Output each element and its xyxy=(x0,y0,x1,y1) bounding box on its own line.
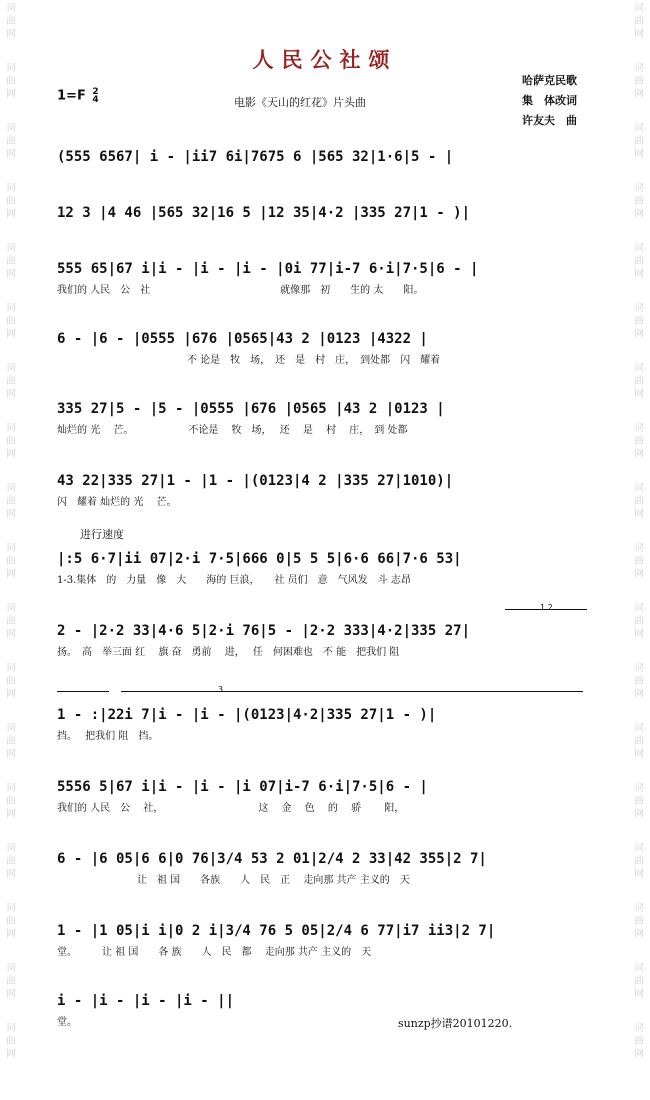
notation-line-7: |:5 6·7|ii 07|2·i 7·5|666 0|5 5 5|6·6 66|7·6 53| xyxy=(57,551,462,567)
notation-line-6: 43 22|335 27|1 - |1 - |(0123|4 2 |335 27|1010)| xyxy=(57,473,454,489)
watermark-mark: 词 曲 网 xyxy=(634,903,644,940)
notation-line-3: 555 65|67 i|i - |i - |i - |0i 77|i-7 6·i|7·5|6 - | xyxy=(57,261,479,277)
volta-bracket-1-cont xyxy=(57,691,109,692)
lyric-line-11: 让 祖 国 各族 人 民 正 走向那 共产 主义的 天 xyxy=(57,875,410,886)
notation-line-10: 5556 5|67 i|i - |i - |i 07|i-7 6·i|7·5|6 - | xyxy=(57,779,428,795)
watermark-mark: 词 曲 网 xyxy=(6,783,16,820)
credit-lyricist: 集 体改词 xyxy=(522,94,577,107)
tempo-mark: 进行速度 xyxy=(80,528,124,541)
lyric-line-13: 堂。 xyxy=(57,1017,77,1028)
watermark-mark: 词 曲 网 xyxy=(634,1023,644,1060)
time-top: 2 xyxy=(92,87,99,97)
time-signature xyxy=(92,88,98,104)
watermark-mark: 词 曲 网 xyxy=(634,303,644,340)
notation-line-11: 6 - |6 05|6 6|0 76|3/4 53 2 01|2/4 2 33|42 355|2 7| xyxy=(57,851,487,867)
key-label: 1=F xyxy=(57,88,86,104)
watermark-mark: 词 曲 网 xyxy=(6,723,16,760)
watermark-mark: 词 曲 网 xyxy=(634,483,644,520)
credit-origin: 哈萨克民歌 xyxy=(522,74,577,87)
notation-line-8: 2 - |2·2 33|4·6 5|2·i 76|5 - |2·2 333|4·2|335 27| xyxy=(57,623,471,639)
watermark-mark: 词 曲 网 xyxy=(634,423,644,460)
time-bottom: 4 xyxy=(92,95,99,105)
lyric-line-12: 堂。 让 祖 国 各 族 人 民 都 走向那 共产 主义的 天 xyxy=(57,947,372,958)
watermark-mark: 词 曲 网 xyxy=(634,243,644,280)
notation-line-4: 6 - |6 - |0555 |676 |0565|43 2 |0123 |4322 | xyxy=(57,331,428,347)
watermark-mark: 词 曲 网 xyxy=(6,303,16,340)
volta-bracket-3 xyxy=(121,691,583,692)
lyric-line-6: 闪 耀着 灿烂的 光 芒。 xyxy=(57,497,177,508)
watermark-mark: 词 曲 网 xyxy=(634,3,644,40)
watermark-mark: 词 曲 网 xyxy=(634,183,644,220)
watermark-mark: 词 曲 网 xyxy=(6,1023,16,1060)
notation-line-5: 335 27|5 - |5 - |0555 |676 |0565 |43 2 |0123 | xyxy=(57,401,445,417)
watermark-mark: 词 曲 网 xyxy=(634,783,644,820)
watermark-mark: 词 曲 网 xyxy=(6,663,16,700)
watermark-mark: 词 曲 网 xyxy=(6,243,16,280)
watermark-mark: 词 曲 网 xyxy=(6,963,16,1000)
lyric-line-9: 挡。 把我们 阻 挡。 xyxy=(57,731,159,742)
notation-line-13: i - |i - |i - |i - || xyxy=(57,993,235,1009)
watermark-mark: 词 曲 网 xyxy=(634,63,644,100)
watermark-right xyxy=(628,0,650,1100)
credit-composer: 许友夫 曲 xyxy=(522,114,577,127)
watermark-mark: 词 曲 网 xyxy=(634,963,644,1000)
notation-line-1: (555 6567| i - |ii7 6i|7675 6 |565 32|1·6|5 - | xyxy=(57,149,454,165)
watermark-mark: 词 曲 网 xyxy=(6,903,16,940)
watermark-mark: 词 曲 网 xyxy=(6,483,16,520)
notation-line-9: 1 - :|22i 7|i - |i - |(0123|4·2|335 27|1 - )| xyxy=(57,707,437,723)
watermark-mark: 词 曲 网 xyxy=(634,603,644,640)
watermark-mark: 词 曲 网 xyxy=(6,63,16,100)
lyric-line-10: 我们的 人民 公 社， 这 金 色 的 骄 阳， xyxy=(57,803,405,814)
watermark-mark: 词 曲 网 xyxy=(634,123,644,160)
lyric-line-5: 灿烂的 光 芒。 不论是 牧 场， 还 是 村 庄， 到 处都 xyxy=(57,425,408,436)
lyric-line-3: 我们的 人民 公 社 就像那 初 生的 太 阳。 xyxy=(57,285,424,296)
watermark-mark: 词 曲 网 xyxy=(634,663,644,700)
lyric-line-4: 不 论是 牧 场， 还 是 村 庄， 到处都 闪 耀着 xyxy=(57,355,441,366)
volta-label-3: 3. xyxy=(218,685,226,694)
subtitle: 电影《天山的红花》片头曲 xyxy=(234,96,366,109)
watermark-mark: 词 曲 网 xyxy=(6,843,16,880)
song-title: 人民公社颂 xyxy=(252,47,398,72)
watermark-mark: 词 曲 网 xyxy=(6,123,16,160)
watermark-mark: 词 曲 网 xyxy=(634,723,644,760)
key-signature xyxy=(57,88,99,104)
volta-label-1: 1.2 xyxy=(540,603,553,612)
watermark-left xyxy=(0,0,22,1100)
notation-line-2: 12 3 |4 46 |565 32|16 5 |12 35|4·2 |335 27|1 - )| xyxy=(57,205,471,221)
watermark-mark: 词 曲 网 xyxy=(634,363,644,400)
notation-line-12: 1 - |1 05|i i|0 2 i|3/4 76 5 05|2/4 6 77|i7 ii3|2 7| xyxy=(57,923,496,939)
watermark-mark: 词 曲 网 xyxy=(6,3,16,40)
watermark-mark: 词 曲 网 xyxy=(6,603,16,640)
watermark-mark: 词 曲 网 xyxy=(6,183,16,220)
watermark-mark: 词 曲 网 xyxy=(6,423,16,460)
lyric-line-8: 扬。 高 举三面 红 旗 奋 勇前 进， 任 何困难也 不 能 把我们 阻 xyxy=(57,647,400,658)
watermark-mark: 词 曲 网 xyxy=(634,843,644,880)
watermark-mark: 词 曲 网 xyxy=(6,363,16,400)
watermark-mark: 词 曲 网 xyxy=(634,543,644,580)
watermark-mark: 词 曲 网 xyxy=(6,543,16,580)
lyric-line-7: 1-3.集体 的 力量 像 大 海的 巨浪， 社 员们 意 气风发 斗 志昂 xyxy=(57,575,411,586)
transcriber-note: sunzp抄谱20101220. xyxy=(398,1017,513,1030)
